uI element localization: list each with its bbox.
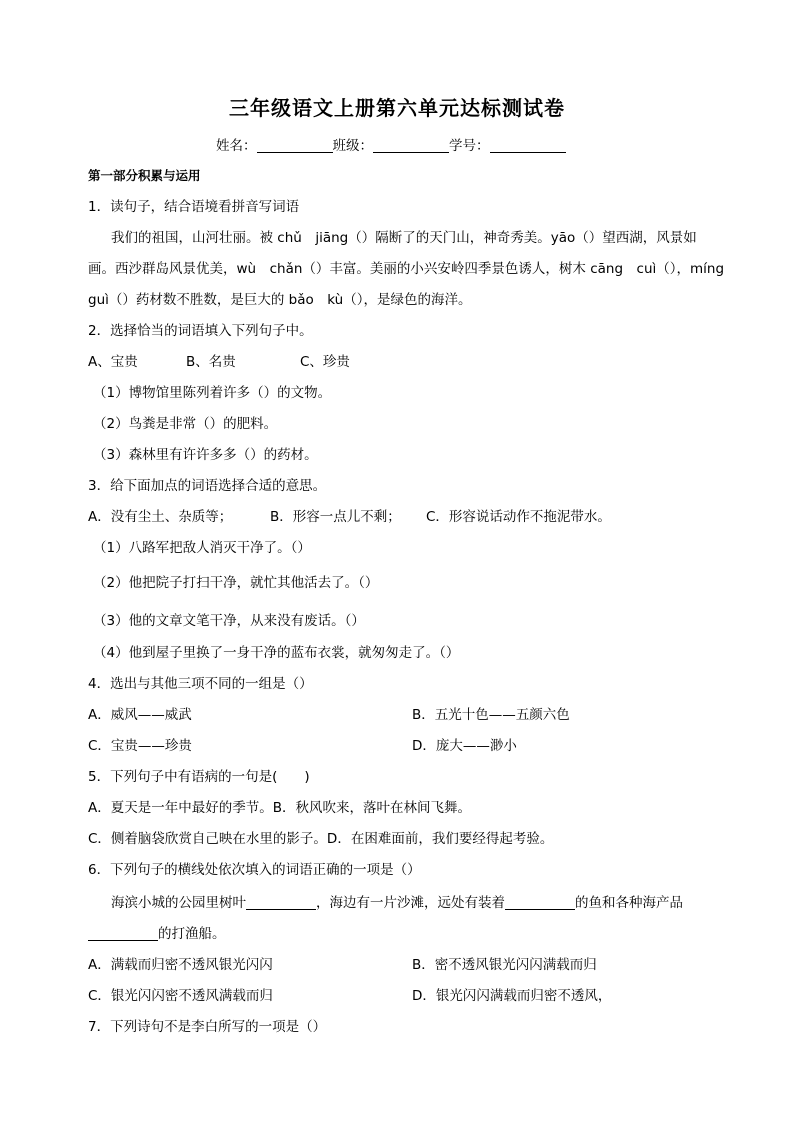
- q6-option: D．银光闪闪满载而归密不透风，: [412, 988, 612, 1004]
- q5-options-line: A．夏天是一年中最好的季节。B．秋风吹来，落叶在林间飞舞。: [88, 800, 471, 816]
- q2-item: （3）森林里有许许多多（）的药材。: [93, 447, 318, 463]
- q3-item: （1）八路军把敌人消灭干净了。（）: [93, 540, 311, 556]
- q2-option: C、珍贵: [300, 354, 350, 370]
- q6-passage-text: 的鱼和各种海产品: [575, 895, 683, 911]
- class-blank[interactable]: [373, 138, 449, 153]
- q7-stem: 7．下列诗句不是李白所写的一项是（）: [88, 1019, 327, 1035]
- q4-stem: 4．选出与其他三项不同的一组是（）: [88, 676, 313, 692]
- q2-item: （2）鸟粪是非常（）的肥料。: [93, 416, 278, 432]
- q5-options-line: C．侧着脑袋欣赏自己映在水里的影子。D．在困难面前，我们要经得起考验。: [88, 831, 554, 847]
- q5-stem: 5．下列句子中有语病的一句是( ): [88, 769, 310, 785]
- q3-option: C．形容说话动作不拖泥带水。: [426, 509, 611, 525]
- q1-line: 画。西沙群岛风景优美，wù chǎn（）丰富。美丽的小兴安岭四季景色诱人，树木 cāng cuì（），míng: [88, 261, 725, 277]
- q3-options: [88, 508, 611, 526]
- student-info-row: [216, 134, 566, 154]
- q3-option: A．没有尘土、杂质等；: [88, 509, 233, 525]
- q3-option: B．形容一点儿不剩；: [270, 509, 401, 525]
- q3-item: （4）他到屋子里换了一身干净的蓝布衣裳，就匆匆走了。（）: [93, 645, 460, 661]
- q2-item: （1）博物馆里陈列着许多（）的文物。: [93, 385, 332, 401]
- q3-item: （3）他的文章文笔干净，从来没有废话。（）: [93, 613, 365, 629]
- q2-option: B、名贵: [186, 354, 236, 370]
- q3-stem: 3．给下面加点的词语选择合适的意思。: [88, 478, 327, 494]
- q2-option: A、宝贵: [88, 354, 138, 370]
- q1-line: 我们的祖国，山河壮丽。被 chǔ jiāng（）隔断了的天门山，神奇秀美。yāo（）望西湖，风景如: [111, 230, 697, 246]
- class-label: 班级：: [332, 138, 373, 154]
- page-title: 三年级语文上册第六单元达标测试卷: [229, 96, 565, 120]
- q6-passage-text: 海滨小城的公园里树叶: [111, 895, 246, 911]
- q4-option: B．五光十色——五颜六色: [412, 707, 570, 723]
- q6-passage-cont: [88, 925, 226, 943]
- name-label: 姓名：: [216, 138, 257, 154]
- student-id-label: 学号：: [449, 138, 490, 154]
- q6-blank[interactable]: [505, 895, 575, 910]
- q2-stem: 2．选择恰当的词语填入下列句子中。: [88, 323, 313, 339]
- q6-stem: 6．下列句子的横线处依次填入的词语正确的一项是（）: [88, 862, 421, 878]
- q1-line: guì（）药材数不胜数，是巨大的 bǎo kù（），是绿色的海洋。: [88, 292, 472, 308]
- q6-option: B．密不透风银光闪闪满载而归: [412, 957, 597, 973]
- q6-blank[interactable]: [88, 926, 158, 941]
- q3-item: （2）他把院子打扫干净，就忙其他活去了。（）: [93, 575, 379, 591]
- name-blank[interactable]: [257, 138, 333, 153]
- q4-option: D．庞大——渺小: [412, 738, 517, 754]
- q6-passage: [111, 894, 683, 912]
- student-id-blank[interactable]: [490, 138, 566, 153]
- q6-passage-text: ，海边有一片沙滩，远处有装着: [316, 895, 505, 911]
- q2-options: [88, 353, 350, 371]
- section-heading: 第一部分积累与运用: [88, 168, 201, 183]
- q6-option: A．满载而归密不透风银光闪闪: [88, 957, 273, 973]
- q6-blank[interactable]: [246, 895, 316, 910]
- q4-option: C．宝贵——珍贵: [88, 738, 192, 754]
- q6-option: C．银光闪闪密不透风满载而归: [88, 988, 273, 1004]
- q6-passage-text: 的打渔船。: [158, 926, 226, 942]
- q4-option: A．威风——威武: [88, 707, 192, 723]
- q1-stem: 1．读句子，结合语境看拼音写词语: [88, 199, 300, 215]
